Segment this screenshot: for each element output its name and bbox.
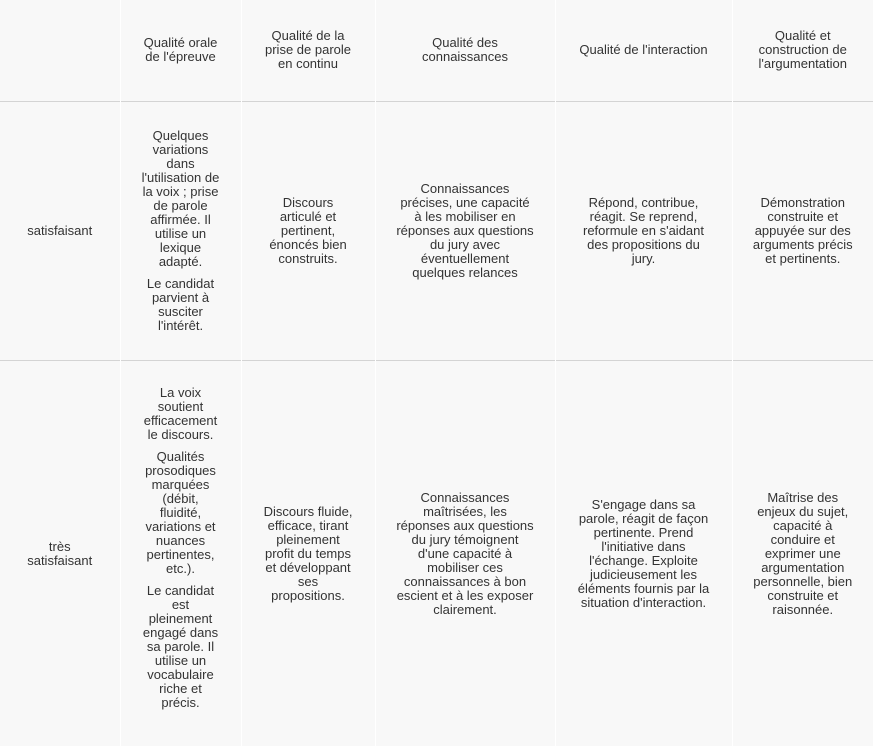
oral-quality-paragraph: Le candidat parvient à susciter l'intérêt.: [141, 277, 221, 333]
knowledge-cell: Connaissances maîtrisées, les réponses aux questions du jury témoignent d'une capacité à mobiliser ces connaissances à bon escient et à les exposer clairement.: [375, 361, 555, 746]
table-row: [0, 361, 873, 746]
table-header-row: [0, 0, 873, 102]
header-cell-continuous-speech: Qualité de la prise de parole en continu: [241, 0, 375, 102]
table-row: [0, 102, 873, 361]
oral-quality-cell: [120, 102, 241, 361]
oral-quality-paragraph: La voix soutient efficacement le discours.: [141, 386, 221, 442]
oral-quality-paragraph: Le candidat est pleinement engagé dans sa parole. Il utilise un vocabulaire riche et précis.: [141, 584, 221, 710]
header-cell-level: [0, 0, 120, 102]
header-cell-knowledge: Qualité des connaissances: [375, 0, 555, 102]
interaction-cell: S'engage dans sa parole, réagit de façon pertinente. Prend l'initiative dans l'échange. Exploite judicieusement les éléments fournis par la situation d'interaction.: [555, 361, 732, 746]
continuous-speech-cell: Discours articulé et pertinent, énoncés bien construits.: [241, 102, 375, 361]
argumentation-cell: Maîtrise des enjeux du sujet, capacité à conduire et exprimer une argumentation personnelle, bien construite et raisonnée.: [732, 361, 873, 746]
continuous-speech-cell: Discours fluide, efficace, tirant pleinement profit du temps et développant ses propositions.: [241, 361, 375, 746]
oral-quality-paragraph: Qualités prosodiques marquées (débit, fluidité, variations et nuances pertinentes, etc.).: [141, 450, 221, 576]
level-cell: satisfaisant: [0, 102, 120, 361]
argumentation-cell: Démonstration construite et appuyée sur des arguments précis et pertinents.: [732, 102, 873, 361]
interaction-cell: Répond, contribue, réagit. Se reprend, reformule en s'aidant des propositions du jury.: [555, 102, 732, 361]
oral-quality-paragraph: Quelques variations dans l'utilisation de la voix ; prise de parole affirmée. Il utilise un lexique adapté.: [141, 129, 221, 269]
header-cell-interaction: Qualité de l'interaction: [555, 0, 732, 102]
level-cell: très satisfaisant: [0, 361, 120, 746]
header-cell-oral-quality: Qualité orale de l'épreuve: [120, 0, 241, 102]
knowledge-cell: Connaissances précises, une capacité à les mobiliser en réponses aux questions du jury avec éventuellement quelques relances: [375, 102, 555, 361]
header-cell-argumentation: Qualité et construction de l'argumentation: [732, 0, 873, 102]
oral-quality-cell: [120, 361, 241, 746]
